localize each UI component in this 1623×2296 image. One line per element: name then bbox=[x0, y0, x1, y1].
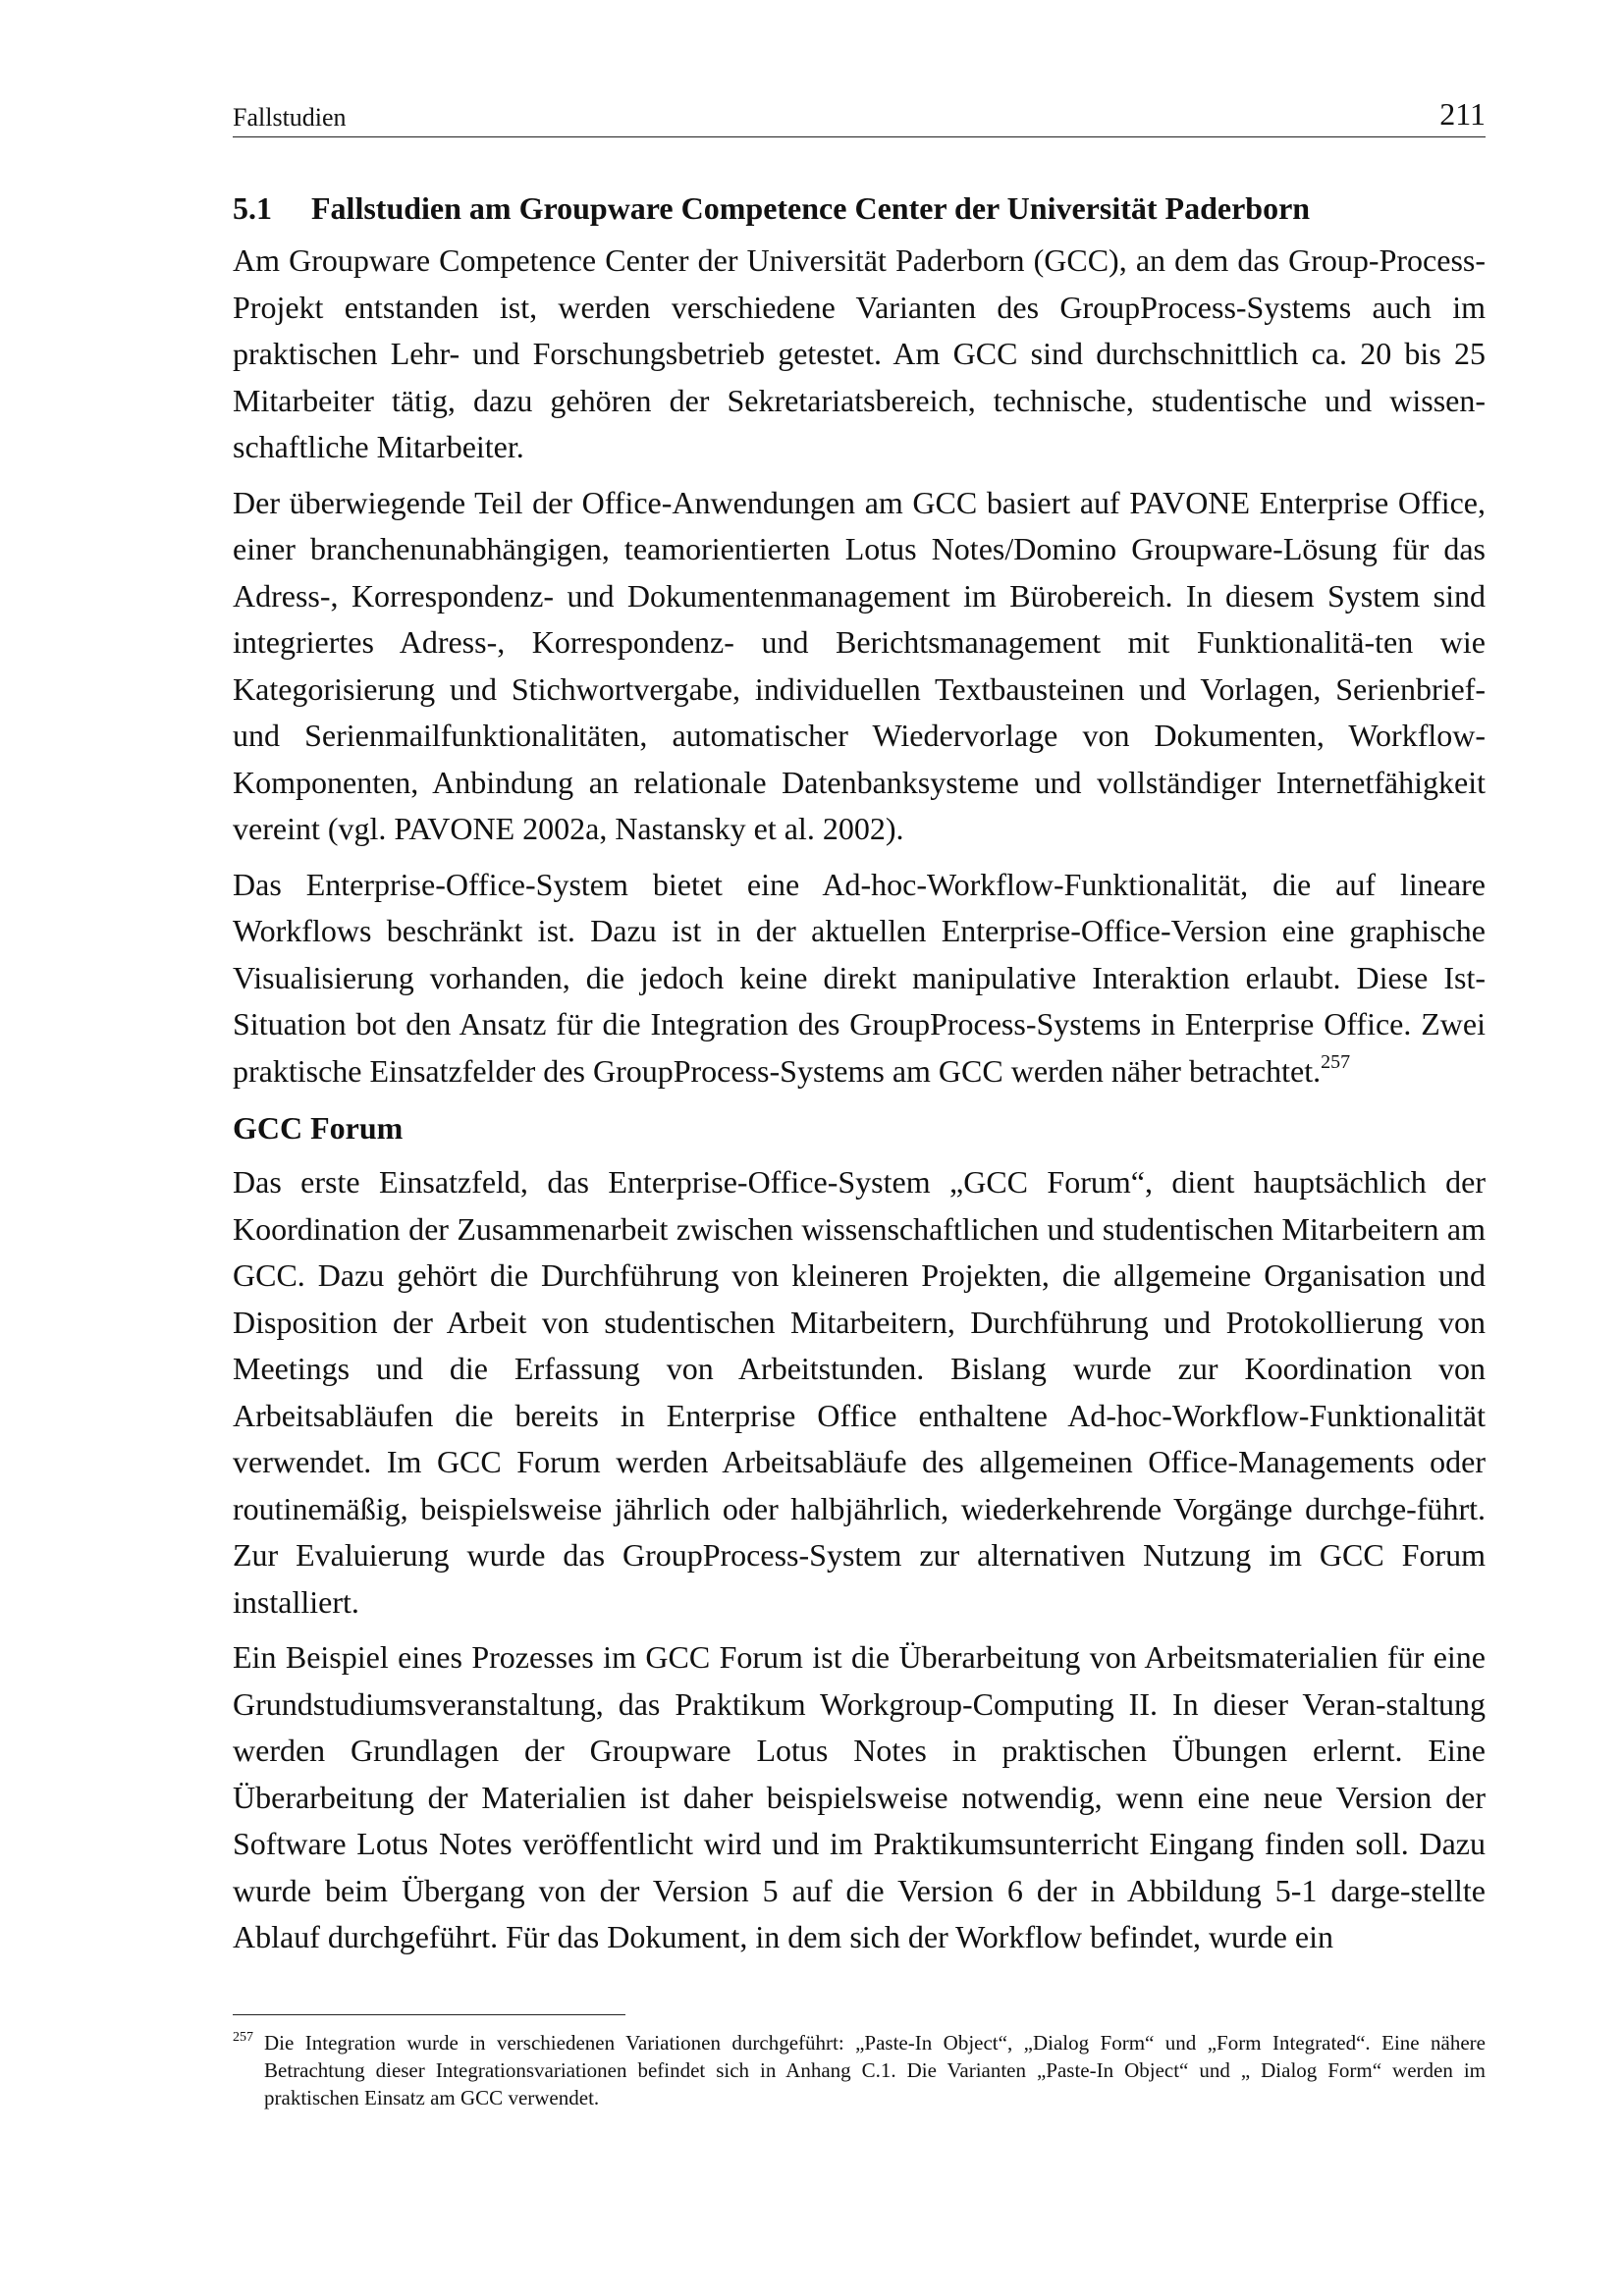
paragraph: Der überwiegende Teil der Office-Anwendungen am GCC basiert auf PAVONE Enterprise Office, einer branchenunabhängigen, teamorientierten Lotus Notes/Domino Groupware-Lösung für das Adress-, Korrespondenz- und Dokumentenmanagement im Bürobereich. In diesem System sind integriertes Adress-, Korrespondenz- und Berichtsmanagement mit Funktionalitä-ten wie Kategorisierung und Stichwortvergabe, individuellen Textbausteinen und Vorlagen, Serienbrief- und Serienmailfunktionalitäten, automatischer Wiedervorlage von Dokumenten, Workflow-Komponenten, Anbindung an relationale Datenbanksysteme und vollständiger Internetfähigkeit vereint (vgl. PAVONE 2002a, Nastansky et al. 2002). bbox=[233, 484, 1486, 846]
section-heading bbox=[233, 188, 1486, 228]
running-header bbox=[233, 93, 1486, 137]
footnote-text: Die Integration wurde in verschiedenen Variationen durchgeführt: „Paste-In Object“, „Dialog Form“ und „Form Integrated“. Eine nähere Betrachtung dieser Integrationsvariationen befindet sich in Anhang C.1. Die Varianten „Paste-In Object“ und „ Dialog Form“ werden im praktischen Einsatz am GCC verwendet. bbox=[264, 2030, 1486, 2109]
footnote-reference[interactable]: 257 bbox=[1321, 1050, 1351, 1073]
paragraph-text: Das Enterprise-Office-System bietet eine Ad-hoc-Workflow-Funktionalität, die auf lineare Workflows beschränkt ist. Dazu ist in der aktuellen Enterprise-Office-Version eine graphische Visualisierung vorhanden, die jedoch keine direkt manipulative Interaktion erlaubt. Diese Ist-Situation bot den Ansatz für die Integration des GroupProcess-Systems in Enterprise Office. Zwei praktische Einsatzfelder des GroupProcess-Systems am GCC werden näher betrachtet. bbox=[233, 866, 1486, 1089]
section-title: Fallstudien am Groupware Competence Center der Universität Paderborn bbox=[311, 190, 1311, 226]
paragraph: Ein Beispiel eines Prozesses im GCC Forum ist die Überarbeitung von Arbeitsmaterialien für eine Grundstudiumsveranstaltung, das Praktikum Workgroup-Computing II. In dieser Veran-staltung werden Grundlagen der Groupware Lotus Notes in praktischen Übungen erlernt. Eine Überarbeitung der Materialien ist daher beispielsweise notwendig, wenn eine neue Version der Software Lotus Notes veröffentlicht wird und im Praktikumsunterricht Eingang finden soll. Dazu wurde beim Übergang von der Version 5 auf die Version 6 der in Abbildung 5-1 darge-stellte Ablauf durchgeführt. Für das Dokument, in dem sich der Workflow befindet, wurde ein bbox=[233, 1639, 1486, 1954]
footnote bbox=[233, 2029, 1486, 2111]
book-page bbox=[233, 93, 1486, 2111]
section-number: 5.1 bbox=[233, 190, 272, 226]
paragraph bbox=[233, 862, 1486, 1095]
page-number: 211 bbox=[1439, 96, 1486, 132]
footnote-number: 257 bbox=[233, 2029, 253, 2045]
subsection-heading: GCC Forum bbox=[233, 1110, 404, 1146]
running-title: Fallstudien bbox=[233, 103, 347, 132]
paragraph: Am Groupware Competence Center der Universität Paderborn (GCC), an dem das Group-Process-Projekt entstanden ist, werden verschiedene Varianten des GroupProcess-Systems auch im praktischen Lehr- und Forschungsbetrieb getestet. Am GCC sind durchschnittlich ca. 20 bis 25 Mitarbeiter tätig, dazu gehören der Sekretariatsbereich, technische, studentische und wissen-schaftliche Mitarbeiter. bbox=[233, 242, 1486, 464]
paragraph: Das erste Einsatzfeld, das Enterprise-Office-System „GCC Forum“, dient hauptsächlich der Koordination der Zusammenarbeit zwischen wissenschaftlichen und studentischen Mitarbeitern am GCC. Dazu gehört die Durchführung von kleineren Projekten, die allgemeine Organisation und Disposition der Arbeit von studentischen Mitarbeitern, Durchführung und Protokollierung von Meetings und die Erfassung von Arbeitstunden. Bislang wurde zur Koordination von Arbeitsabläufen die bereits in Enterprise Office enthaltene Ad-hoc-Workflow-Funktionalität verwendet. Im GCC Forum werden Arbeitsabläufe des allgemeinen Office-Managements oder routinemäßig, beispielsweise jährlich oder halbjährlich, wiederkehrende Vorgänge durchge-führt. Zur Evaluierung wurde das GroupProcess-System zur alternativen Nutzung im GCC Forum installiert. bbox=[233, 1164, 1486, 1620]
footnote-divider bbox=[233, 2014, 625, 2015]
